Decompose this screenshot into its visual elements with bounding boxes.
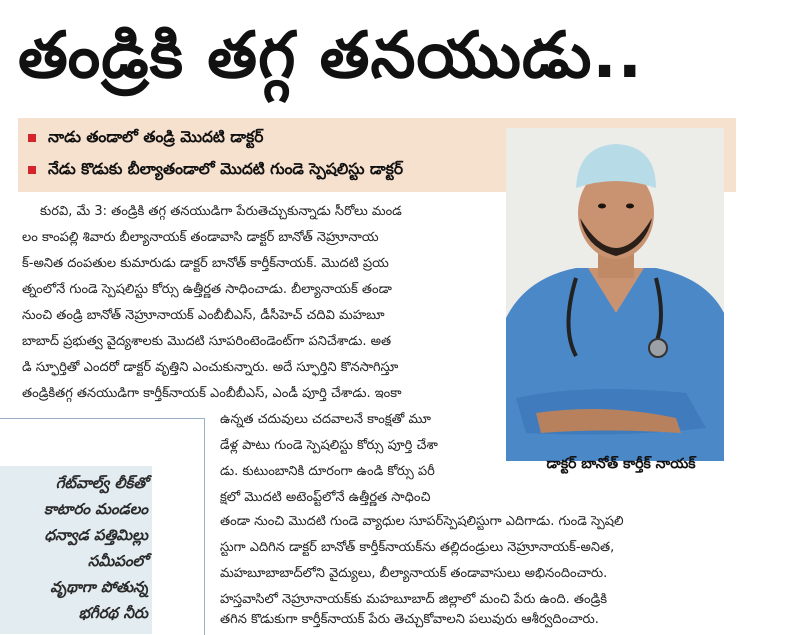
bullet-icon bbox=[28, 166, 36, 174]
article-line: డేళ్ల పాటు గుండె స్పెషలిస్టు కోర్సు పూర్తి చేశా bbox=[220, 438, 438, 453]
article-line: క్-అనిత దంపతుల కుమారుడు డాక్టర్ బానోత్ కార్తీక్‌నాయక్. మొదటి ప్రయ bbox=[22, 256, 389, 271]
side-teaser-line: సమీపంలో bbox=[87, 552, 148, 570]
article-line: మహబూబాబాద్‌లోని వైద్యులు, బీల్యానాయక్ తండావాసులు అభినందించారు. bbox=[220, 566, 608, 581]
side-teaser-line: వృథాగా పోతున్న bbox=[50, 578, 148, 596]
photo-caption: డాక్టర్ బానోత్ కార్తీక్ నాయక్ bbox=[546, 456, 696, 472]
article-line: స్టుగా ఎదిగిన డాక్టర్ బానోత్ కార్తీక్‌నాయక్‌ను తల్లిదండ్రులు నెహ్రూనాయక్-అనిత, bbox=[220, 540, 615, 555]
article-line: నుంచి తండ్రి బానోత్ నెహ్రూనాయక్ ఎంబీబీఎస్, డీసీహెచ్ చదివి మహబూ bbox=[22, 308, 385, 323]
article-line: తండా నుంచి మొదటి గుండె వ్యాధుల సూపర్‌స్పెషలిస్టుగా ఎదిగాడు. గుండె స్పెషలి bbox=[220, 514, 624, 529]
article-line: డి స్ఫూర్తితో ఎందరో డాక్టర్ వృత్తిని ఎంచుకున్నారు. అదే స్ఫూర్తిని కొనసాగిస్తూ bbox=[22, 360, 399, 375]
doctor-portrait-illustration bbox=[506, 128, 724, 461]
highlight-item bbox=[28, 160, 403, 182]
highlight-text: నాడు తండాలో తండ్రి మొదటి డాక్టర్ bbox=[48, 128, 264, 146]
article-line: తగిన కొడుకుగా కార్తీక్‌నాయక్ పేరు తెచ్చుకోవాలని పలువురు ఆశీర్వదించారు. bbox=[220, 612, 599, 627]
highlight-text: నేడు కొడుకు బీల్యాతండాలో మొదటి గుండె స్పెషలిస్టు డాక్టర్ bbox=[48, 160, 404, 178]
headline: తండ్రికి తగ్గ తనయుడు.. bbox=[18, 19, 643, 93]
bullet-icon bbox=[28, 134, 36, 142]
article-line: కురవి, మే 3: తండ్రికి తగ్గ తనయుడిగా పేరుతెచ్చుకున్నాడు సీరోలు మండ bbox=[40, 204, 402, 219]
article-line: బాబాద్ ప్రభుత్వ వైద్యశాలకు మొదటి సూపరింటెండెంట్‌గా పనిచేశాడు. అత bbox=[22, 334, 392, 349]
side-teaser-line: గేట్‌వాల్వ్ లీక్‌తో bbox=[55, 474, 148, 492]
article-line: ఉన్నత చదువులు చదవాలనే కాంక్షతో మూ bbox=[220, 412, 431, 427]
side-teaser-line: కాటారం మండలం bbox=[44, 500, 148, 518]
side-teaser-box bbox=[0, 466, 152, 634]
article-line: తండ్రికితగ్గ తనయుడిగా కార్తీక్‌నాయక్ ఎంబీబీఎస్, ఎండీ పూర్తి చేశాడు. ఇంకా bbox=[22, 386, 402, 401]
article-line: లం కాంపల్లి శివారు బీల్యానాయక్ తండావాసి డాక్టర్ బానోత్ నెహ్రూనాయ bbox=[22, 230, 379, 245]
side-teaser-line: భగీరథ నీరు bbox=[78, 604, 148, 622]
article-line: డు. కుటుంబానికి దూరంగా ఉండి కోర్సు పరీ bbox=[220, 464, 435, 479]
article-line: హస్తవాసిలో నెహ్రూనాయక్‌కు మహబూబాద్ జిల్లాలో మంచి పేరు ఉంది. తండ్రికి bbox=[220, 592, 608, 607]
highlight-item bbox=[28, 128, 263, 150]
doctor-photo bbox=[506, 128, 724, 461]
article-line: త్నంలోనే గుండె స్పెషలిస్టు కోర్సు ఉత్తీర్ణత సాధించాడు. బీల్యానాయక్ తండా bbox=[22, 282, 392, 297]
side-teaser-line: ధన్వాడ పత్తిమిల్లు bbox=[44, 526, 148, 544]
article-line: క్షలో మొదటి అటెంప్ట్‌లోనే ఉత్తీర్ణత సాధించి bbox=[220, 490, 431, 505]
